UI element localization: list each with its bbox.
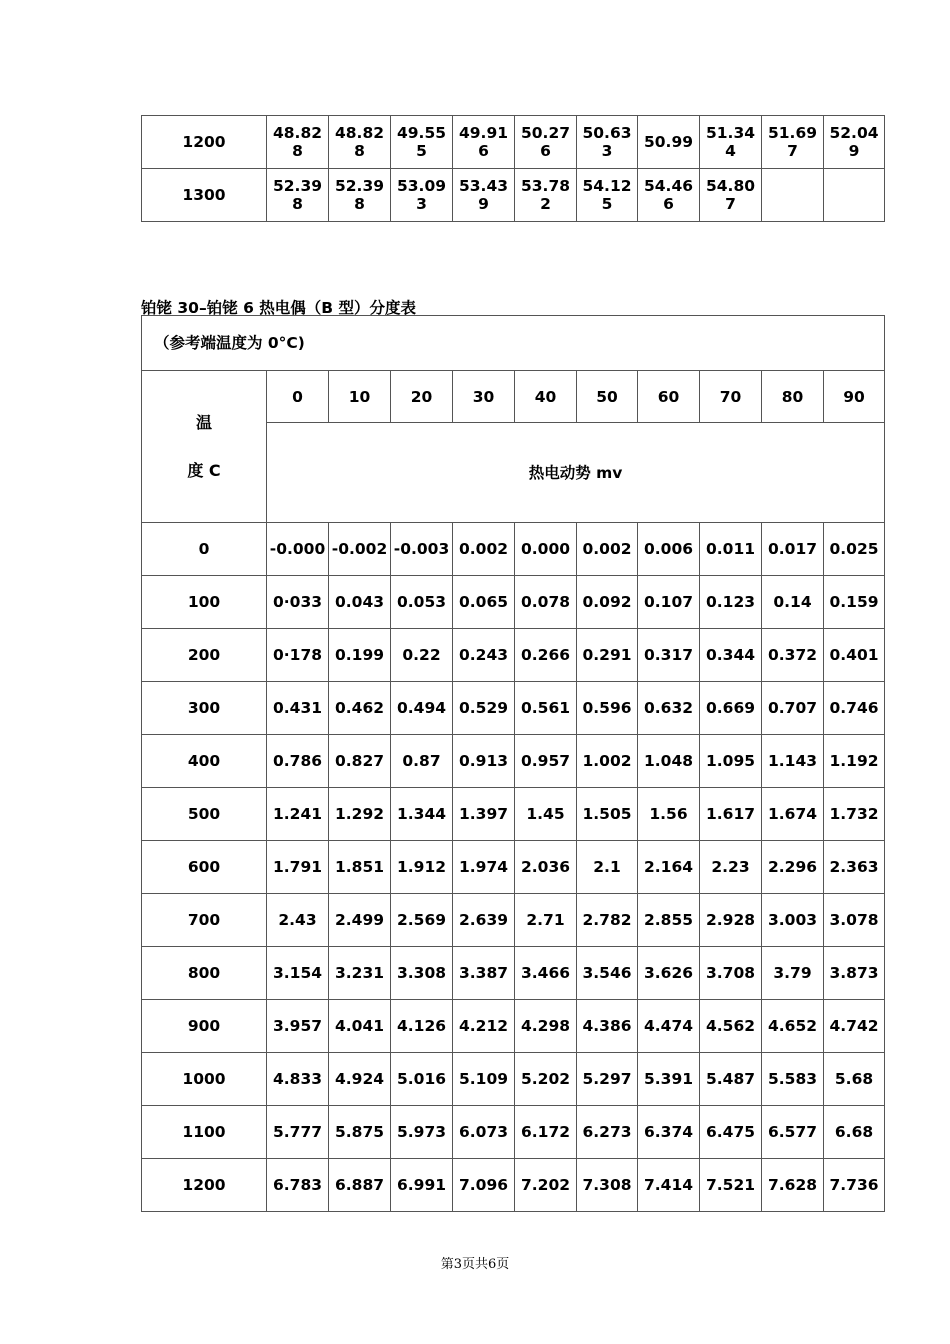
emf-value-cell: 2.363 xyxy=(824,841,885,894)
emf-value-cell: 0.529 xyxy=(453,682,515,735)
emf-value-cell: 0.065 xyxy=(453,576,515,629)
emf-value-cell: 0.000 xyxy=(515,523,577,576)
emf-value-cell: 4.474 xyxy=(638,1000,700,1053)
emf-value-cell: 1.56 xyxy=(638,788,700,841)
emf-value-cell: 1.974 xyxy=(453,841,515,894)
emf-value-cell: 3.387 xyxy=(453,947,515,1000)
emf-value-cell: 0.372 xyxy=(762,629,824,682)
table-row xyxy=(142,735,885,788)
row-temperature: 0 xyxy=(142,523,267,576)
emf-value-cell: 3.078 xyxy=(824,894,885,947)
table-title: 铂铑 30–铂铑 6 热电偶（B 型）分度表 xyxy=(141,299,417,317)
emf-value-cell: 0.401 xyxy=(824,629,885,682)
emf-value-cell: 0.317 xyxy=(638,629,700,682)
emf-value-cell: 7.628 xyxy=(762,1159,824,1212)
emf-value-cell: 48.828 xyxy=(267,116,329,169)
table-row xyxy=(142,629,885,682)
reference-note: （参考端温度为 0°C) xyxy=(142,316,885,371)
emf-value-cell: 4.386 xyxy=(577,1000,638,1053)
emf-value-cell: 0.243 xyxy=(453,629,515,682)
emf-value-cell: 0.002 xyxy=(577,523,638,576)
emf-value-cell: 4.041 xyxy=(329,1000,391,1053)
emf-value-cell: 0.017 xyxy=(762,523,824,576)
emf-value-cell: 6.273 xyxy=(577,1106,638,1159)
emf-value-cell: 0·033 xyxy=(267,576,329,629)
emf-value-cell: -0.003 xyxy=(391,523,453,576)
emf-value-cell: 0.669 xyxy=(700,682,762,735)
table-row xyxy=(142,788,885,841)
emf-value-cell: 2.43 xyxy=(267,894,329,947)
emf-value-cell: 49.916 xyxy=(453,116,515,169)
row-temperature: 300 xyxy=(142,682,267,735)
emf-value-cell: 52.049 xyxy=(824,116,885,169)
emf-value-cell: 2.855 xyxy=(638,894,700,947)
emf-value-cell: 50.276 xyxy=(515,116,577,169)
emf-value-cell: 5.487 xyxy=(700,1053,762,1106)
b-type-thermocouple-table xyxy=(141,315,885,1212)
emf-value-cell: 5.202 xyxy=(515,1053,577,1106)
table-row xyxy=(142,1159,885,1212)
emf-value-cell: 2.23 xyxy=(700,841,762,894)
emf-value-cell: 0.494 xyxy=(391,682,453,735)
emf-value-cell: 51.697 xyxy=(762,116,824,169)
emf-value-cell: 0.14 xyxy=(762,576,824,629)
emf-value-cell: 2.1 xyxy=(577,841,638,894)
emf-value-cell: 3.708 xyxy=(700,947,762,1000)
column-header: 40 xyxy=(515,371,577,423)
table-row xyxy=(142,1000,885,1053)
emf-value-cell xyxy=(824,169,885,222)
column-header: 50 xyxy=(577,371,638,423)
row-temperature: 800 xyxy=(142,947,267,1000)
emf-value-cell: 1.292 xyxy=(329,788,391,841)
table-row xyxy=(142,116,885,169)
column-header: 90 xyxy=(824,371,885,423)
table-row xyxy=(142,576,885,629)
emf-value-cell: 7.202 xyxy=(515,1159,577,1212)
emf-value-cell: 3.626 xyxy=(638,947,700,1000)
column-header: 0 xyxy=(267,371,329,423)
emf-value-cell: 4.212 xyxy=(453,1000,515,1053)
emf-value-cell xyxy=(762,169,824,222)
emf-value-cell: 3.154 xyxy=(267,947,329,1000)
emf-value-cell: 0.092 xyxy=(577,576,638,629)
emf-value-cell: 1.851 xyxy=(329,841,391,894)
emf-value-cell: 1.344 xyxy=(391,788,453,841)
emf-value-cell: 52.398 xyxy=(267,169,329,222)
emf-value-cell: 3.308 xyxy=(391,947,453,1000)
emf-value-cell: 53.782 xyxy=(515,169,577,222)
row-temperature: 200 xyxy=(142,629,267,682)
emf-value-cell: 4.562 xyxy=(700,1000,762,1053)
emf-value-cell: 53.439 xyxy=(453,169,515,222)
emf-value-cell: 5.016 xyxy=(391,1053,453,1106)
emf-value-cell: 4.742 xyxy=(824,1000,885,1053)
emf-value-cell: 5.875 xyxy=(329,1106,391,1159)
column-header: 20 xyxy=(391,371,453,423)
emf-value-cell: 7.414 xyxy=(638,1159,700,1212)
emf-value-cell: 2.569 xyxy=(391,894,453,947)
emf-value-cell: 1.912 xyxy=(391,841,453,894)
page-footer: 第3页共6页 xyxy=(440,1257,510,1272)
emf-value-cell: 0.291 xyxy=(577,629,638,682)
table-row xyxy=(142,1053,885,1106)
table-row xyxy=(142,1106,885,1159)
emf-value-cell: 0.462 xyxy=(329,682,391,735)
column-header: 30 xyxy=(453,371,515,423)
row-temperature: 1000 xyxy=(142,1053,267,1106)
emf-value-cell: 0.078 xyxy=(515,576,577,629)
emf-value-cell: 6.68 xyxy=(824,1106,885,1159)
emf-value-cell: 50.99 xyxy=(638,116,700,169)
emf-value-cell: 5.583 xyxy=(762,1053,824,1106)
row-temperature: 1100 xyxy=(142,1106,267,1159)
emf-value-cell: 4.126 xyxy=(391,1000,453,1053)
emf-value-cell: 0.913 xyxy=(453,735,515,788)
emf-value-cell: 2.499 xyxy=(329,894,391,947)
column-header: 70 xyxy=(700,371,762,423)
emf-value-cell: 0.786 xyxy=(267,735,329,788)
table-row xyxy=(142,682,885,735)
temperature-header-line-2: 度 C xyxy=(187,460,221,480)
column-header: 10 xyxy=(329,371,391,423)
emf-value-cell: 0.87 xyxy=(391,735,453,788)
emf-value-cell: 2.296 xyxy=(762,841,824,894)
emf-value-cell: 0.123 xyxy=(700,576,762,629)
emf-value-cell: 4.298 xyxy=(515,1000,577,1053)
emf-value-cell: 5.391 xyxy=(638,1053,700,1106)
emf-value-cell: 0·178 xyxy=(267,629,329,682)
row-temperature: 700 xyxy=(142,894,267,947)
emf-value-cell: 0.957 xyxy=(515,735,577,788)
emf-value-cell: 3.003 xyxy=(762,894,824,947)
column-header: 60 xyxy=(638,371,700,423)
emf-value-cell: 3.79 xyxy=(762,947,824,1000)
emf-value-cell: 3.957 xyxy=(267,1000,329,1053)
emf-value-cell: 1.791 xyxy=(267,841,329,894)
emf-value-cell: 6.475 xyxy=(700,1106,762,1159)
emf-value-cell: 1.143 xyxy=(762,735,824,788)
emf-value-cell: 51.344 xyxy=(700,116,762,169)
main-table-body xyxy=(142,316,885,1212)
emf-value-cell: 6.783 xyxy=(267,1159,329,1212)
emf-value-cell: 54.466 xyxy=(638,169,700,222)
emf-value-cell: 6.172 xyxy=(515,1106,577,1159)
row-temperature: 1300 xyxy=(142,169,267,222)
emf-value-cell: 6.374 xyxy=(638,1106,700,1159)
temperature-header xyxy=(142,371,267,523)
table-row xyxy=(142,894,885,947)
emf-value-cell: 6.991 xyxy=(391,1159,453,1212)
emf-value-cell: 5.68 xyxy=(824,1053,885,1106)
column-header: 80 xyxy=(762,371,824,423)
row-temperature: 400 xyxy=(142,735,267,788)
emf-value-cell: 0.266 xyxy=(515,629,577,682)
emf-value-cell: 7.308 xyxy=(577,1159,638,1212)
emf-value-cell: 0.596 xyxy=(577,682,638,735)
emf-value-cell: 7.736 xyxy=(824,1159,885,1212)
emf-value-cell: 2.639 xyxy=(453,894,515,947)
emf-value-cell: 5.777 xyxy=(267,1106,329,1159)
emf-value-cell: 5.297 xyxy=(577,1053,638,1106)
emf-value-cell: 0.22 xyxy=(391,629,453,682)
row-temperature: 500 xyxy=(142,788,267,841)
row-temperature: 1200 xyxy=(142,1159,267,1212)
emf-value-cell: -0.002 xyxy=(329,523,391,576)
emf-value-cell: 1.192 xyxy=(824,735,885,788)
emf-value-cell: 4.652 xyxy=(762,1000,824,1053)
emf-value-cell: 0.707 xyxy=(762,682,824,735)
emf-value-cell: 1.397 xyxy=(453,788,515,841)
emf-value-cell: 6.887 xyxy=(329,1159,391,1212)
emf-value-cell: 2.164 xyxy=(638,841,700,894)
emf-value-cell: 6.577 xyxy=(762,1106,824,1159)
emf-value-cell: 0.053 xyxy=(391,576,453,629)
row-temperature: 900 xyxy=(142,1000,267,1053)
table-row xyxy=(142,841,885,894)
emf-value-cell: 7.096 xyxy=(453,1159,515,1212)
emf-value-cell: 1.617 xyxy=(700,788,762,841)
emf-value-cell: 2.71 xyxy=(515,894,577,947)
emf-value-cell: 4.924 xyxy=(329,1053,391,1106)
table-row xyxy=(142,947,885,1000)
emf-value-cell: 4.833 xyxy=(267,1053,329,1106)
emf-value-cell: 48.828 xyxy=(329,116,391,169)
emf-value-cell: 5.973 xyxy=(391,1106,453,1159)
emf-value-cell: 0.043 xyxy=(329,576,391,629)
continued-table-body xyxy=(142,116,885,222)
emf-value-cell: 2.036 xyxy=(515,841,577,894)
emf-value-cell: 3.873 xyxy=(824,947,885,1000)
continued-table xyxy=(141,115,885,222)
emf-value-cell: 0.006 xyxy=(638,523,700,576)
emf-value-cell: 5.109 xyxy=(453,1053,515,1106)
emf-value-cell: 1.674 xyxy=(762,788,824,841)
emf-value-cell: 3.231 xyxy=(329,947,391,1000)
row-temperature: 600 xyxy=(142,841,267,894)
emf-value-cell: 0.025 xyxy=(824,523,885,576)
emf-value-cell: 0.746 xyxy=(824,682,885,735)
temperature-header-line-1: 温 xyxy=(195,412,212,432)
table-row xyxy=(142,523,885,576)
emf-value-cell: 3.546 xyxy=(577,947,638,1000)
column-header-row xyxy=(142,371,885,423)
emf-value-cell: 54.125 xyxy=(577,169,638,222)
emf-value-cell: 7.521 xyxy=(700,1159,762,1212)
row-temperature: 100 xyxy=(142,576,267,629)
emf-value-cell: 0.199 xyxy=(329,629,391,682)
emf-value-cell: 0.011 xyxy=(700,523,762,576)
emf-value-cell: 52.398 xyxy=(329,169,391,222)
emf-value-cell: 0.159 xyxy=(824,576,885,629)
emf-value-cell: 1.45 xyxy=(515,788,577,841)
emf-value-cell: 0.344 xyxy=(700,629,762,682)
emf-value-cell: 0.431 xyxy=(267,682,329,735)
emf-value-cell: 1.505 xyxy=(577,788,638,841)
emf-value-cell: 0.002 xyxy=(453,523,515,576)
emf-value-cell: 0.561 xyxy=(515,682,577,735)
emf-value-cell: 1.732 xyxy=(824,788,885,841)
emf-value-cell: 54.807 xyxy=(700,169,762,222)
reference-row xyxy=(142,316,885,371)
emf-value-cell: 1.241 xyxy=(267,788,329,841)
emf-value-cell: 3.466 xyxy=(515,947,577,1000)
emf-value-cell: 1.095 xyxy=(700,735,762,788)
emf-value-cell: 50.633 xyxy=(577,116,638,169)
emf-value-cell: 2.782 xyxy=(577,894,638,947)
emf-value-cell: 1.002 xyxy=(577,735,638,788)
table-row xyxy=(142,169,885,222)
emf-unit-label: 热电动势 mv xyxy=(267,423,885,523)
emf-value-cell: 0.632 xyxy=(638,682,700,735)
emf-value-cell: 49.555 xyxy=(391,116,453,169)
emf-value-cell: 53.093 xyxy=(391,169,453,222)
emf-value-cell: 1.048 xyxy=(638,735,700,788)
emf-value-cell: 0.827 xyxy=(329,735,391,788)
row-temperature: 1200 xyxy=(142,116,267,169)
emf-value-cell: 0.107 xyxy=(638,576,700,629)
emf-value-cell: -0.000 xyxy=(267,523,329,576)
emf-value-cell: 2.928 xyxy=(700,894,762,947)
emf-value-cell: 6.073 xyxy=(453,1106,515,1159)
